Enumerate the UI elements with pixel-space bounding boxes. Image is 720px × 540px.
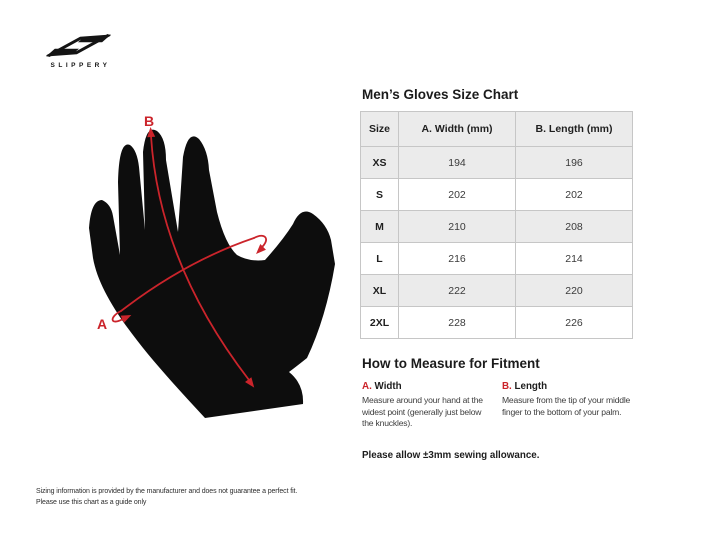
measure-letter-b: B. [501,381,512,392]
length-value: 214 [516,243,633,275]
brand-logo [46,33,112,69]
table-header-row [361,112,633,147]
length-value: 202 [516,179,633,211]
size-chart-section [360,87,632,461]
sewing-allowance-note: Please allow ±3mm sewing allowance. [362,449,540,461]
column-header-size: Size [361,112,399,147]
width-value: 228 [399,307,516,339]
hand-silhouette-icon [89,130,335,418]
table-row-xl [361,275,633,307]
measure-item-length [502,381,632,430]
disclaimer-line-2: Please use this chart as a guide only [36,498,147,506]
table-row-s [361,179,633,211]
slippery-logo-icon [46,33,112,58]
width-value: 210 [399,211,516,243]
measure-item-width [362,381,494,430]
measure-instructions [362,381,632,430]
length-value: 220 [516,275,633,307]
measure-name-width: Width [374,381,402,392]
length-value: 226 [516,307,633,339]
size-label: L [361,243,399,275]
size-label: XS [361,147,399,179]
measure-letter-a: A. [362,381,372,392]
size-label: S [361,179,399,211]
hand-measurement-diagram [85,112,355,432]
measure-name-length: Length [514,381,548,392]
measure-text-length: Measure from the tip of your middle finger to the bottom of your palm. [501,395,631,417]
width-value: 216 [399,243,516,275]
brand-name: SLIPPERY [50,62,111,69]
column-header-length: B. Length (mm) [516,112,633,147]
size-label: XL [361,275,399,307]
diagram-label-b: B [144,113,155,129]
size-chart-title: Men’s Gloves Size Chart [362,87,519,102]
table-row-l [361,243,633,275]
width-value: 222 [399,275,516,307]
disclaimer-line-1: Sizing information is provided by the manufacturer and does not guarantee a perfect fit. [36,488,298,495]
column-header-width: A. Width (mm) [399,112,516,147]
diagram-label-a: A [97,316,108,332]
size-chart-table [360,111,633,339]
size-label: M [361,211,399,243]
width-value: 194 [399,147,516,179]
width-value: 202 [399,179,516,211]
measure-section-title: How to Measure for Fitment [362,356,540,371]
size-label: 2XL [361,307,399,339]
table-row-2xl [361,307,633,339]
disclaimer [36,487,297,508]
length-value: 208 [516,211,633,243]
table-row-xs [361,147,633,179]
table-row-m [361,211,633,243]
length-value: 196 [516,147,633,179]
measure-text-width: Measure around your hand at the widest point (generally just below the knuckles). [362,395,483,429]
